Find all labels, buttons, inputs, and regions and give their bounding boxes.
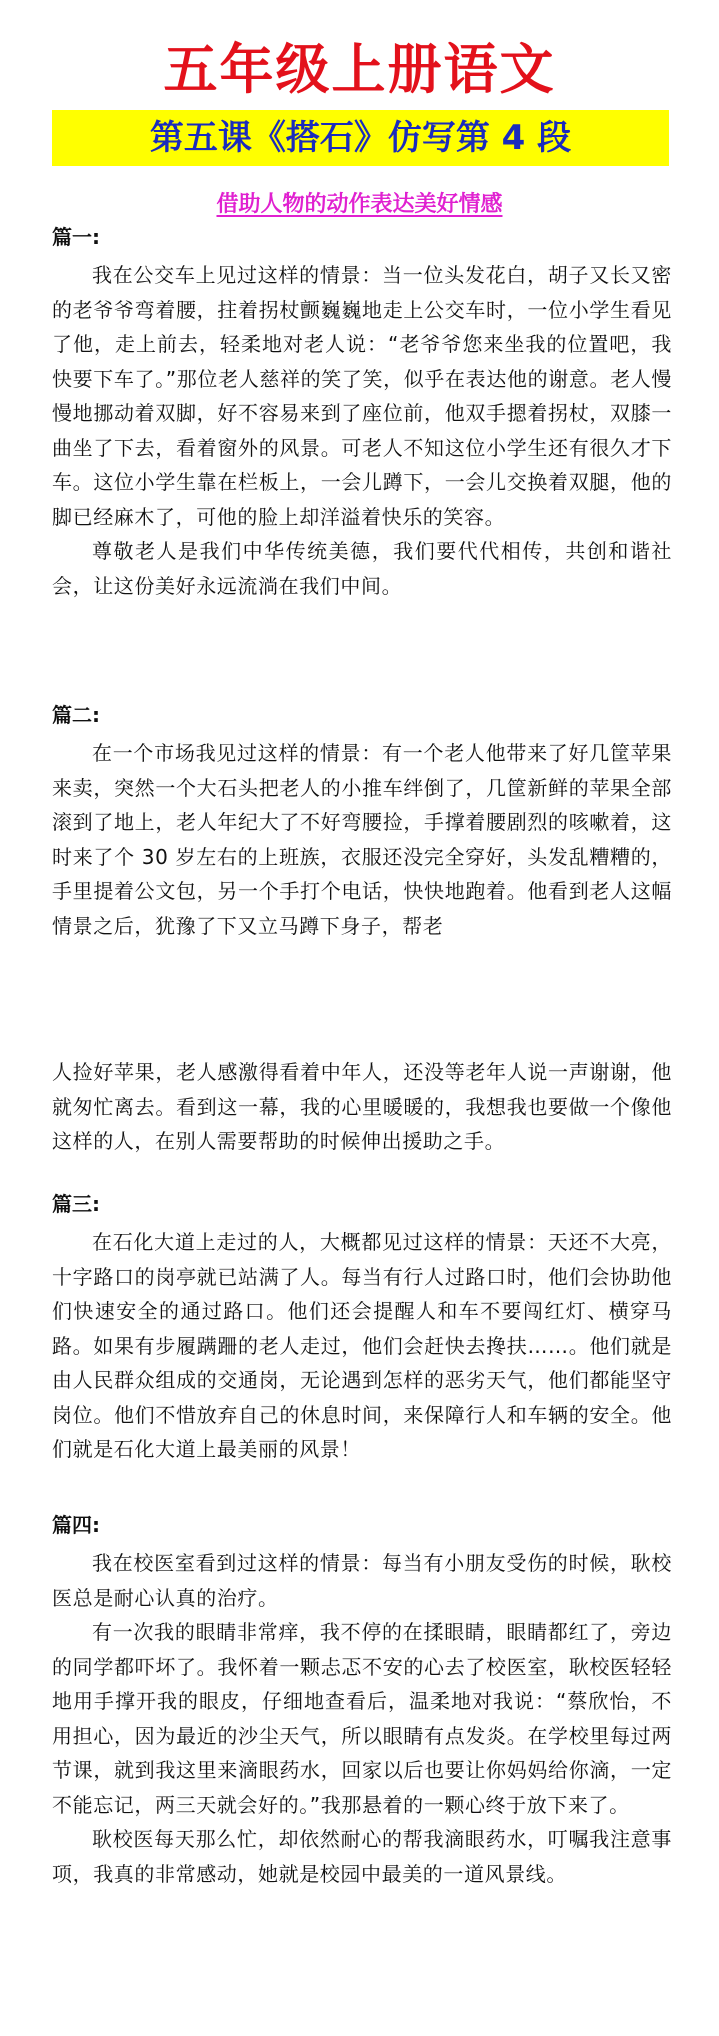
section-4-paragraph-1: 我在校医室看到过这样的情景：每当有小朋友受伤的时候，耿校医总是耐心认真的治疗。 [52, 1551, 672, 1610]
section-2-continued [52, 1055, 672, 1159]
page-title: 五年级上册语文 [163, 38, 556, 101]
lesson-banner-text: 第五课《搭石》仿写第 4 段 [149, 118, 572, 158]
section-4-paragraph-3: 耿校医每天那么忙，却依然耐心的帮我滴眼药水，叮嘱我注意事项，我真的非常感动，她就是校园中最美的一道风景线。 [52, 1827, 672, 1886]
section-2-heading: 篇二: [52, 703, 100, 727]
section-4 [52, 1510, 672, 1891]
section-1 [52, 222, 672, 603]
section-2-paragraph-2: 人捡好苹果，老人感激得看着中年人，还没等老年人说一声谢谢，他就匆忙离去。看到这一幕，我的心里暖暖的，我想我也要做一个像他这样的人，在别人需要帮助的时候伸出援助之手。 [52, 1060, 672, 1153]
section-4-paragraph-2: 有一次我的眼睛非常痒，我不停的在揉眼睛，眼睛都红了，旁边的同学都吓坏了。我怀着一颗忐忑不安的心去了校医室，耿校医轻轻地用手撑开我的眼皮，仔细地查看后，温柔地对我说：“蔡欣怡，不用担心，因为最近的沙尘天气，所以眼睛有点发炎。在学校里每过两节课，就到我这里来滴眼药水，回家以后也要让你妈妈给你滴，一定不能忘记，两三天就会好的。”我那悬着的一颗心终于放下来了。 [52, 1620, 672, 1817]
section-2 [52, 700, 672, 943]
section-1-paragraph-2: 尊敬老人是我们中华传统美德，我们要代代相传，共创和谐社会，让这份美好永远流淌在我们中间。 [52, 539, 672, 598]
lesson-banner [52, 110, 669, 166]
section-1-heading: 篇一: [52, 225, 100, 249]
section-2-paragraph-1: 在一个市场我见过这样的情景：有一个老人他带来了好几筐苹果来卖，突然一个大石头把老人的小推车绊倒了，几筐新鲜的苹果全部滚到了地上，老人年纪大了不好弯腰捡，手撑着腰剧烈的咳嗽着，这时来了个 30 岁左右的上班族，衣服还没完全穿好，头发乱糟糟的，手里提着公文包，另一个手打个电话，快快地跑着。他看到老人这幅情景之后，犹豫了下又立马蹲下身子，帮老 [52, 741, 672, 938]
section-3-heading: 篇三: [52, 1192, 100, 1216]
section-3 [52, 1189, 672, 1467]
section-1-paragraph-1: 我在公交车上见过这样的情景：当一位头发花白，胡子又长又密的老爷爷弯着腰，拄着拐杖颤巍巍地走上公交车时，一位小学生看见了他，走上前去，轻柔地对老人说：“老爷爷您来坐我的位置吧，我快要下车了。”那位老人慈祥的笑了笑，似乎在表达他的谢意。老人慢慢地挪动着双脚，好不容易来到了座位前，他双手摁着拐杖，双膝一曲坐了下去，看着窗外的风景。可老人不知这位小学生还有很久才下车。这位小学生靠在栏板上，一会儿蹲下，一会儿交换着双腿，他的脚已经麻木了，可他的脸上却洋溢着快乐的笑容。 [52, 263, 672, 529]
section-3-paragraph-1: 在石化大道上走过的人，大概都见过这样的情景：天还不大亮，十字路口的岗亭就已站满了人。每当有行人过路口时，他们会协助他们快速安全的通过路口。他们还会提醒人和车不要闯红灯、横穿马路。如果有步履蹒跚的老人走过，他们会赶快去搀扶……。他们就是由人民群众组成的交通岗，无论遇到怎样的恶劣天气，他们都能坚守岗位。他们不惜放弃自己的休息时间，来保障行人和车辆的安全。他们就是石化大道上最美丽的风景！ [52, 1230, 672, 1461]
section-4-heading: 篇四: [52, 1513, 100, 1537]
theme-subtitle: 借助人物的动作表达美好情感 [216, 192, 503, 217]
